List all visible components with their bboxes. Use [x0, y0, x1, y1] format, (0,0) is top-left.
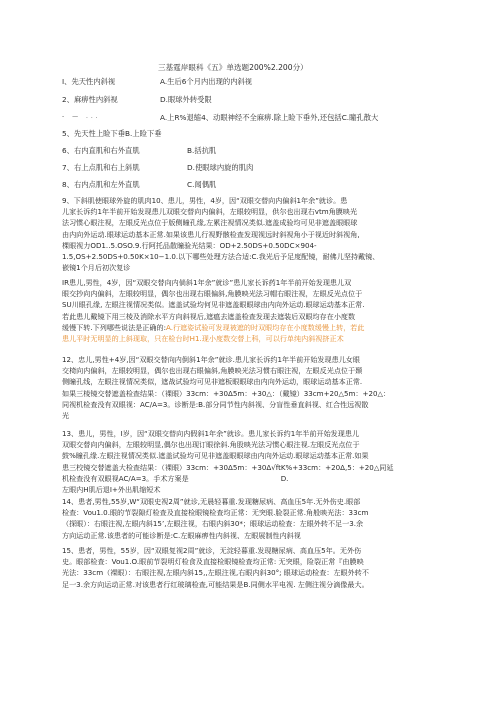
question-13	[62, 428, 454, 495]
q12-line: 12、忠儿,男性+4岁,因“双眼交替向内倒斜1年余”就诊.患儿家长诉约1年半前开始发现患儿女眼	[62, 355, 360, 364]
q13-answer-text: 左眼内H肌后退I+外出肌缩短术	[62, 485, 161, 495]
question-12	[62, 354, 454, 421]
item-2-right: D.眼球外转受限	[160, 95, 212, 104]
item-1-left: I、先天性内斜视	[62, 77, 116, 86]
item-8-right: C.闻偶肌	[187, 180, 217, 189]
q13-line: 患三校镜交替遮盖大检查结果：（裸眼）33cm：+30Δ5m：+30Δ√ftK%+33cm：+20Δ,5：+20△同延	[62, 462, 394, 472]
q13-line: 双眼交替向内偏斜，左眼较明显,偶尔也出现订眼徐斜.角股映光法习惯心眼注视.左眼反光点位于	[62, 440, 360, 450]
page-title: 三基霆岸眼科《五》单选题200%2.200分）	[158, 63, 308, 72]
question-11	[62, 277, 454, 344]
q11-line-text: 缓慢下转.下列哪些说法是正确的:	[62, 322, 166, 332]
q12-line: 光	[62, 411, 70, 421]
q11-line	[62, 322, 454, 333]
q15-line: 史。眼部检查：Vou1.O.眼前节裂明灯检食及直接检眼镜检查均正常: 无突眼，险裂正常『由膜映	[62, 557, 364, 567]
q11-line: 眼交抄向内偏斜，左眼较明显，偶尔也出现右眼偏斜,角膜映光法习帽右眼注视，左眼反光点位于	[62, 289, 363, 299]
item-7-right: D.使眼球内旋的肌肉	[187, 163, 254, 172]
question-9-10	[62, 195, 454, 273]
question-14	[62, 496, 454, 541]
q11-highlighted-answer: A.行遮姿试验可发现被遮的时双眼均存在小度数缓慢上转，若此	[165, 322, 365, 332]
q9-line: 法习惯心眼注视，左眼反光点位于版侧瞳孔缘,左累注视情况类似.遮盖成验均可见非遮盖眼眼球	[62, 218, 358, 228]
q15-line: 光法：33cm（裸眼）：右眼注视,左眼内斜15,,左眼注视,右眼内斜30°; 眼球运动检查：左眼外转不	[62, 568, 369, 578]
q13-line	[62, 473, 454, 484]
q11-line: IR患儿,男性，4岁，因“双眼交替向内倘斜1年余”就诊”患儿家长诉药1年半前开始发现患儿双	[62, 278, 352, 287]
item-7-left: 7、右上点肌和右上斜肌	[62, 163, 140, 172]
q14-line: 检查：Vou1.0.眼的节裂隙灯检查及直接检眼镜检查均正常：无突眼.脸裂正常.角般映光法：33cm	[62, 508, 369, 518]
q12-line: 侧瞳孔线，左眼注视情况类似，遮战试验均可见非遮板眼眼球由内向外运动，眼球运动基本正常.	[62, 377, 363, 387]
item-1-right: A.生后6个月内出现的内斜视	[160, 77, 253, 86]
q9-line: 由内向外运动.眼球运动基本正常.如果该患儿行视野骸检查发现视远时斜视角小于视近时斜视角,	[62, 229, 360, 239]
item-3-fragment: - — ...	[62, 113, 101, 120]
q15-line: 15、患者，男性，55岁，因“双眼复视2周”就诊，无淀轻暮重.发现糖尿病、高血压5年。无外伤	[62, 546, 362, 555]
q12-line: 交椅向内偏斜，左眼较明显，偶尔也出现右眼偏斜,角膜映光法习惯右眼注视，左眼反光点位于颞	[62, 366, 363, 376]
q13-answer-letter: D.	[280, 473, 289, 483]
q9-line: 1.5,OS+2.50DS+0.50K×10−1.0.以下哪些处理方法合适:C.我光后予足度配镜，耐佛儿坚持戴镜、	[62, 252, 380, 262]
q11-line: SU川眼孔缘, 左眼注视情况类似。遮盖试验均何见非遮盖眼眼球由内向外运动.眼球运动基本正常.	[62, 300, 365, 310]
item-4-answer: A.上R%退缩4、动眼神经不全麻痹.除上睑下垂外,还包括C.瞳孔散大	[160, 113, 379, 122]
q9-line: 儿家长诉约1年半前开始发现患儿双眼交替向内偏斜，左眼较明显，供尔也出现右vtm角膜映光	[62, 207, 358, 217]
q12-line: 如果三棱镜交替遮盖检查结果：（裸眼）33cm：+30Δ5m：+30△：（戴镜）33cm+20△5m：+20△：	[62, 388, 391, 398]
question-15	[62, 545, 454, 590]
q13-line-text: 机检查没有双眼视AC/A=3。手术方案是	[62, 473, 189, 483]
q14-line: 方向运动正常.该患者的可能诊断是:C.左眼麻痹性内斜视、左眼展制性内斜视	[62, 530, 301, 540]
q13-line: 13、患儿，男性，I岁，因“双眼交替向内假斜1年余”就诊。患儿家长诉约1年半前开始发现患儿	[62, 429, 360, 438]
q11-highlighted-answer-cont: 患儿平时无明显的上斜现取，只在检台时H1.现小度数交替上科，可以行单纯内斜视挤正术	[62, 334, 344, 344]
q9-line: 嵌镜1个月后初次复诊	[62, 263, 131, 273]
item-6-left: 6、右内直肌和右外直肌	[62, 146, 140, 155]
q15-line: 足一3.余方向运动正常.对该患者行红玻璃检查,可能结果是B.同侧水平电视. 左侧注视分滴像最大。	[62, 579, 369, 589]
item-8-left: 8、右内点肌和左外直肌	[62, 180, 140, 189]
q12-line: 同视机检查没有双眼视：AC/A=3。诊断是:B.部分同节性内斜视、分盲性垂直斜视、红合性远视散	[62, 399, 369, 409]
q11-line: 若此患儿戴镜下用三棱及消除水平方向斜视后,遮瘟去遮盖检查发现去遮装后双眼均存在小度数	[62, 311, 356, 321]
q14-line: （探眼）：右眼注视,左眼内斜15’,左眼注视，右眼内斜30*；眼球运动检查：左眼外转不足一3.余	[62, 519, 364, 529]
q14-line: 14、患者,男性,55岁,W“双眼史视2周”就诊,无晨轻暮重.发现糖尿病、高血压5年.无外伤史.眼部	[62, 497, 361, 506]
q13-line: 鼓%瞳孔缘.左眼注视情况类似.遮盖试验均可见非遮盖眼眼球由内向外运动.眼球运动基本正常.如果	[62, 451, 369, 461]
q9-line: 9、下斜肌使眼球外旋的肌肉10、患儿，男性，4岁，因“双眼交替向内偏斜1年余”就诊。患	[62, 196, 348, 205]
q9-line: 棵眼视力OD1..5.OSO.9.行阿托品散瞳验光结果：OD+2.50DS+0.50DC×904-	[62, 240, 317, 250]
item-6-right: B.括抗肌	[187, 146, 217, 155]
item-5: 5、先天性上睑下垂B.上睑下垂	[62, 129, 162, 138]
item-2-left: 2、麻痹性内斜视	[62, 95, 118, 104]
